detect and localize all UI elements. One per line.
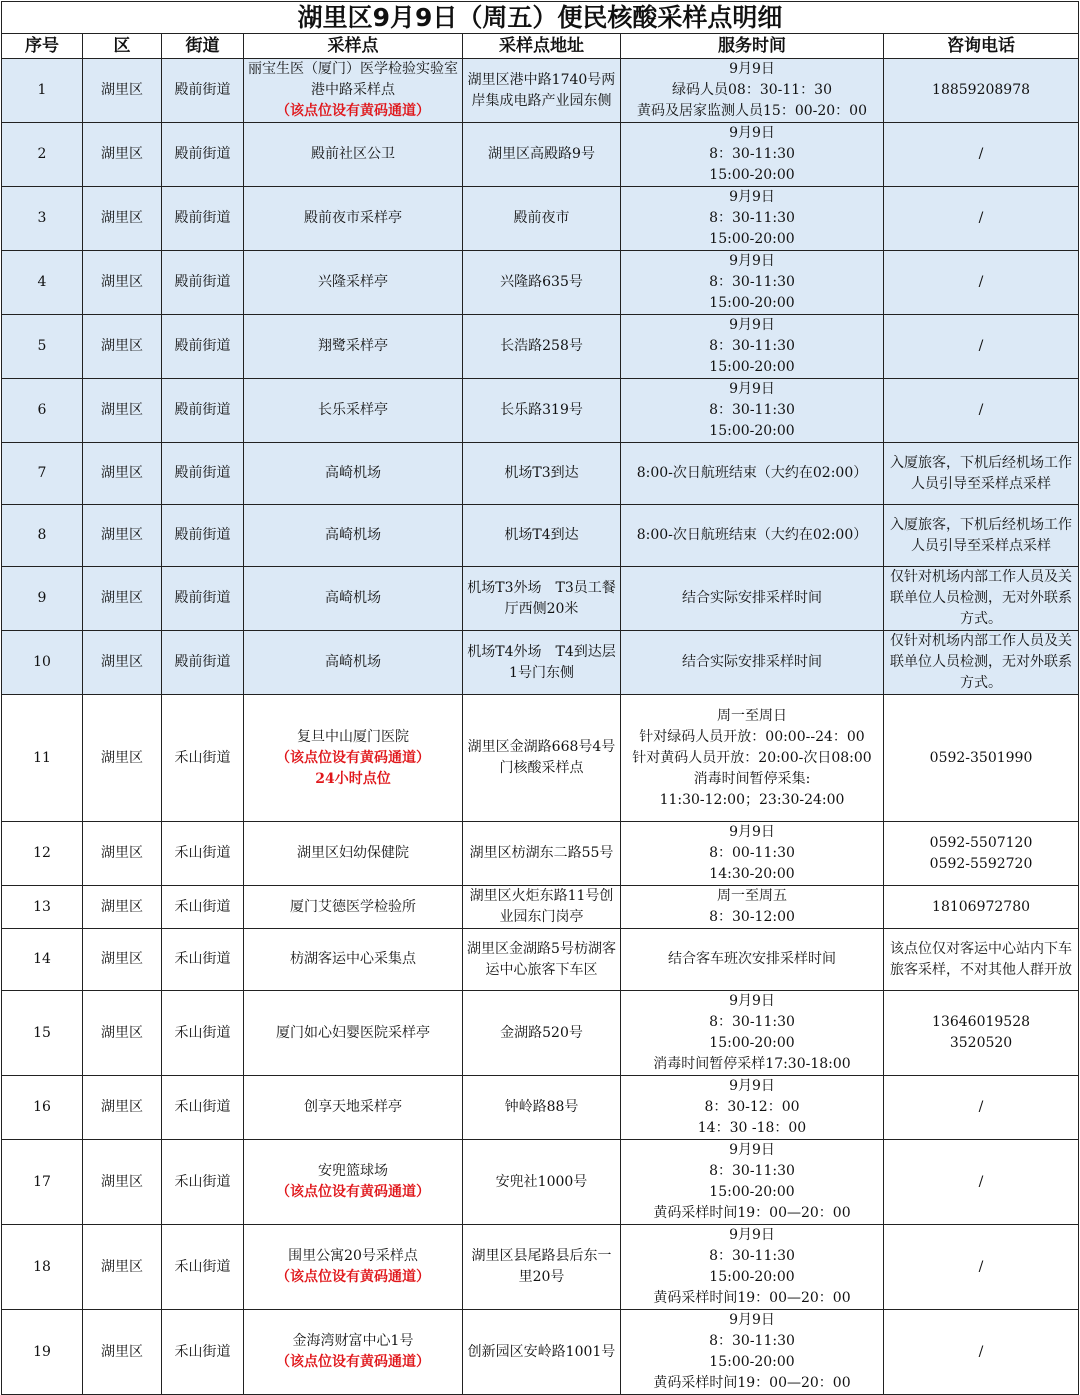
cell-service-time — [621, 1076, 884, 1140]
cell-site-line: 殿前夜市采样亭 — [304, 210, 402, 226]
cell-address-line: 机场T3外场 T3员工餐厅西侧20米 — [467, 579, 616, 617]
cell-phone-line: / — [978, 1099, 984, 1115]
cell-phone-line: / — [978, 1343, 984, 1360]
cell-street: 禾山街道 — [162, 1225, 244, 1310]
cell-site-line: 丽宝生医（厦门）医学检验实验室港中路采样点 — [248, 61, 458, 98]
cell-address-line: 长浩路258号 — [500, 338, 583, 354]
cell-site — [244, 59, 463, 123]
cell-site — [244, 567, 463, 631]
header-address: 采样点地址 — [463, 34, 621, 59]
cell-phone — [884, 822, 1079, 886]
cell-service-time — [621, 1140, 884, 1225]
cell-street: 殿前街道 — [162, 379, 244, 443]
cell-service-time-line: 结合实际安排采样时间 — [682, 590, 822, 606]
cell-district: 湖里区 — [83, 929, 162, 991]
cell-service-time — [621, 123, 884, 187]
cell-phone-line: 18859208978 — [932, 82, 1031, 98]
cell-site — [244, 123, 463, 187]
cell-service-time-line: 绿码人员08：30-11：30 — [672, 82, 832, 98]
cell-street: 殿前街道 — [162, 251, 244, 315]
table-row — [2, 991, 1079, 1076]
cell-no: 1 — [2, 59, 83, 123]
cell-service-time-line: 9月9日 — [729, 253, 775, 269]
cell-phone — [884, 1076, 1079, 1140]
cell-address-line: 兴隆路635号 — [500, 274, 583, 290]
cell-service-time-line: 9月9日 — [729, 1312, 775, 1328]
cell-service-time — [621, 991, 884, 1076]
cell-service-time — [621, 187, 884, 251]
cell-address-line: 钟岭路88号 — [504, 1099, 579, 1115]
cell-phone-line: 0592-5507120 — [929, 834, 1033, 851]
cell-service-time-line: 针对绿码人员开放：00:00--24：00 — [639, 728, 865, 745]
table-row — [2, 1076, 1079, 1140]
cell-no: 12 — [2, 822, 83, 886]
cell-address — [463, 187, 621, 251]
cell-service-time-line: 9月9日 — [729, 381, 775, 397]
cell-service-time-line: 8：30-11:30 — [709, 402, 795, 418]
cell-service-time-line: 15:00-20:00 — [709, 423, 795, 439]
table-row — [2, 315, 1079, 379]
cell-phone-line: / — [978, 402, 984, 418]
cell-site-line: 创享天地采样亭 — [304, 1099, 402, 1115]
cell-district: 湖里区 — [83, 315, 162, 379]
cell-service-time — [621, 567, 884, 631]
cell-site — [244, 443, 463, 505]
cell-phone-line: / — [978, 274, 984, 290]
cell-address — [463, 251, 621, 315]
cell-site — [244, 379, 463, 443]
cell-street: 殿前街道 — [162, 187, 244, 251]
yellow-code-note: （该点位设有黄码通道） — [276, 103, 430, 119]
cell-district: 湖里区 — [83, 631, 162, 695]
cell-site-line: 高崎机场 — [325, 527, 381, 543]
cell-no: 10 — [2, 631, 83, 695]
cell-service-time-line: 周一至周五 — [717, 888, 787, 904]
cell-service-time-line: 8:00-次日航班结束（大约在02:00） — [636, 465, 868, 481]
cell-district: 湖里区 — [83, 886, 162, 929]
cell-service-time — [621, 443, 884, 505]
cell-address — [463, 631, 621, 695]
cell-service-time — [621, 1310, 884, 1395]
cell-address — [463, 123, 621, 187]
cell-service-time-line: 15:00-20:00 — [709, 167, 795, 183]
cell-service-time-line: 9月9日 — [729, 824, 775, 840]
cell-district: 湖里区 — [83, 123, 162, 187]
cell-district: 湖里区 — [83, 187, 162, 251]
cell-no: 3 — [2, 187, 83, 251]
cell-phone-line: / — [978, 146, 984, 162]
cell-service-time-line: 8：30-11:30 — [709, 1014, 795, 1030]
cell-district: 湖里区 — [83, 991, 162, 1076]
cell-site — [244, 886, 463, 929]
cell-phone-line: 该点位仅对客运中心站内下车旅客采样，不对其他人群开放 — [890, 940, 1073, 978]
cell-service-time-line: 8：00-11:30 — [709, 845, 795, 861]
cell-site-line: 兴隆采样亭 — [318, 274, 388, 290]
cell-service-time-line: 9月9日 — [729, 1227, 775, 1243]
table-row — [2, 695, 1079, 822]
cell-street: 殿前街道 — [162, 59, 244, 123]
cell-phone-line: / — [978, 1173, 984, 1190]
cell-address-line: 创新园区安岭路1001号 — [467, 1343, 616, 1360]
cell-street: 殿前街道 — [162, 567, 244, 631]
cell-phone-line: 入厦旅客，下机后经机场工作人员引导至采样点采样 — [890, 454, 1073, 492]
cell-no: 16 — [2, 1076, 83, 1140]
header-row — [2, 34, 1079, 59]
table-row — [2, 886, 1079, 929]
cell-site — [244, 822, 463, 886]
cell-site — [244, 187, 463, 251]
cell-phone — [884, 991, 1079, 1076]
cell-site-line: 安兜篮球场 — [318, 1163, 388, 1179]
cell-district: 湖里区 — [83, 1140, 162, 1225]
cell-phone-line: 0592-3501990 — [929, 749, 1033, 766]
table-row — [2, 631, 1079, 695]
cell-phone-line: 0592-5592720 — [929, 855, 1033, 872]
cell-service-time — [621, 59, 884, 123]
cell-address — [463, 929, 621, 991]
cell-no: 15 — [2, 991, 83, 1076]
cell-service-time-line: 15:00-20:00 — [709, 231, 795, 247]
cell-service-time — [621, 929, 884, 991]
cell-district: 湖里区 — [83, 1225, 162, 1310]
cell-service-time-line: 15:00-20:00 — [709, 1035, 795, 1051]
cell-service-time-line: 9月9日 — [729, 61, 775, 77]
cell-district: 湖里区 — [83, 505, 162, 567]
cell-address-line: 殿前夜市 — [513, 210, 570, 226]
cell-service-time-line: 8：30-11:30 — [709, 274, 795, 290]
cell-no: 14 — [2, 929, 83, 991]
cell-phone-line: 3520520 — [949, 1035, 1013, 1051]
cell-service-time — [621, 315, 884, 379]
cell-street: 禾山街道 — [162, 886, 244, 929]
yellow-code-note: （该点位设有黄码通道） — [276, 1354, 430, 1370]
table-row — [2, 187, 1079, 251]
cell-address — [463, 567, 621, 631]
cell-address-line: 安兜社1000号 — [495, 1173, 588, 1190]
cell-district: 湖里区 — [83, 1076, 162, 1140]
cell-site-line: 长乐采样亭 — [318, 402, 388, 418]
table-row — [2, 567, 1079, 631]
table-row — [2, 379, 1079, 443]
header-no: 序号 — [2, 34, 83, 59]
cell-service-time — [621, 631, 884, 695]
cell-address — [463, 443, 621, 505]
cell-site-line: 枋湖客运中心采集点 — [290, 951, 416, 967]
cell-phone-line: 仅针对机场内部工作人员及关联单位人员检测，无对外联系方式。 — [890, 569, 1073, 627]
cell-address — [463, 822, 621, 886]
cell-site-line: 金海湾财富中心1号 — [292, 1333, 414, 1349]
cell-site-line: 厦门艾德医学检验所 — [290, 898, 416, 915]
cell-service-time-line: 结合实际安排采样时间 — [682, 654, 822, 670]
cell-site — [244, 991, 463, 1076]
cell-service-time-line: 8：30-11:30 — [709, 1163, 795, 1179]
cell-service-time-line: 14：30 -18：00 — [697, 1120, 807, 1136]
cell-no: 6 — [2, 379, 83, 443]
cell-address — [463, 59, 621, 123]
cell-no: 8 — [2, 505, 83, 567]
cell-site-line: 高崎机场 — [325, 465, 381, 481]
cell-phone — [884, 123, 1079, 187]
cell-site-line: 厦门如心妇婴医院采样亭 — [276, 1024, 430, 1041]
cell-phone-line: 仅针对机场内部工作人员及关联单位人员检测，无对外联系方式。 — [890, 633, 1073, 691]
cell-address — [463, 379, 621, 443]
cell-district: 湖里区 — [83, 567, 162, 631]
cell-service-time-line: 9月9日 — [729, 189, 775, 205]
cell-no: 5 — [2, 315, 83, 379]
table-row — [2, 59, 1079, 123]
cell-service-time-line: 针对黄码人员开放：20:00-次日08:00 — [632, 749, 872, 766]
cell-site — [244, 1140, 463, 1225]
cell-service-time — [621, 822, 884, 886]
cell-street: 禾山街道 — [162, 822, 244, 886]
cell-address — [463, 1076, 621, 1140]
cell-site-line: 高崎机场 — [325, 654, 381, 670]
cell-no: 11 — [2, 695, 83, 822]
cell-phone — [884, 929, 1079, 991]
cell-phone — [884, 379, 1079, 443]
cell-phone — [884, 443, 1079, 505]
cell-address-line: 湖里区高殿路9号 — [488, 146, 595, 162]
cell-district: 湖里区 — [83, 695, 162, 822]
cell-no: 2 — [2, 123, 83, 187]
cell-service-time-line: 9月9日 — [729, 1078, 775, 1094]
cell-address-line: 湖里区县尾路县后东一里20号 — [471, 1248, 612, 1285]
cell-phone — [884, 59, 1079, 123]
cell-service-time-line: 9月9日 — [729, 1142, 775, 1158]
cell-phone-line: 18106972780 — [932, 898, 1031, 915]
cell-service-time-line: 黄码采样时间19：00—20：00 — [653, 1205, 851, 1221]
cell-service-time-line: 14:30-20:00 — [709, 866, 795, 882]
cell-district: 湖里区 — [83, 822, 162, 886]
cell-site — [244, 315, 463, 379]
cell-phone — [884, 187, 1079, 251]
cell-phone-line: / — [978, 338, 984, 354]
cell-service-time-line: 15:00-20:00 — [709, 1269, 795, 1285]
table-title: 湖里区9月9日（周五）便民核酸采样点明细 — [2, 2, 1079, 34]
cell-address — [463, 1225, 621, 1310]
cell-site — [244, 695, 463, 822]
cell-street: 殿前街道 — [162, 443, 244, 505]
cell-address — [463, 1140, 621, 1225]
cell-site — [244, 1076, 463, 1140]
cell-district: 湖里区 — [83, 443, 162, 505]
header-site: 采样点 — [244, 34, 463, 59]
cell-site — [244, 1225, 463, 1310]
table-row — [2, 443, 1079, 505]
cell-address-line: 湖里区金湖路5号枋湖客运中心旅客下车区 — [467, 940, 616, 978]
cell-street: 殿前街道 — [162, 505, 244, 567]
cell-no: 4 — [2, 251, 83, 315]
spreadsheet — [1, 1, 1078, 1395]
cell-phone-line: 入厦旅客，下机后经机场工作人员引导至采样点采样 — [890, 516, 1073, 554]
yellow-code-note: 24小时点位 — [315, 770, 391, 787]
cell-address — [463, 505, 621, 567]
cell-service-time-line: 8：30-11:30 — [709, 146, 795, 162]
table-row — [2, 251, 1079, 315]
cell-no: 7 — [2, 443, 83, 505]
cell-service-time-line: 黄码采样时间19：00—20：00 — [653, 1290, 851, 1306]
table-row — [2, 929, 1079, 991]
cell-service-time — [621, 1225, 884, 1310]
cell-service-time-line: 15:00-20:00 — [709, 359, 795, 375]
cell-service-time-line: 8:00-次日航班结束（大约在02:00） — [636, 527, 868, 543]
cell-no: 13 — [2, 886, 83, 929]
cell-phone — [884, 315, 1079, 379]
cell-phone — [884, 505, 1079, 567]
cell-street: 殿前街道 — [162, 315, 244, 379]
table-row — [2, 123, 1079, 187]
cell-site-line: 湖里区妇幼保健院 — [297, 845, 409, 861]
cell-address-line: 湖里区火炬东路11号创业园东门岗亭 — [469, 888, 614, 925]
cell-service-time-line: 15:00-20:00 — [709, 295, 795, 311]
cell-service-time-line: 8：30-11:30 — [709, 1333, 795, 1349]
cell-phone — [884, 251, 1079, 315]
cell-address-line: 机场T3到达 — [504, 465, 579, 481]
cell-site — [244, 251, 463, 315]
header-service-time: 服务时间 — [621, 34, 884, 59]
cell-site — [244, 631, 463, 695]
table-row — [2, 1310, 1079, 1395]
cell-no: 19 — [2, 1310, 83, 1395]
cell-service-time-line: 15:00-20:00 — [709, 1354, 795, 1370]
cell-address — [463, 315, 621, 379]
cell-district: 湖里区 — [83, 251, 162, 315]
table-body — [2, 59, 1079, 1395]
cell-phone-line: / — [978, 210, 984, 226]
cell-service-time-line: 8：30-12：00 — [704, 1099, 800, 1115]
yellow-code-note: （该点位设有黄码通道） — [276, 1184, 430, 1200]
cell-address-line: 金湖路520号 — [500, 1024, 583, 1041]
table-row — [2, 1140, 1079, 1225]
cell-street: 禾山街道 — [162, 991, 244, 1076]
cell-no: 18 — [2, 1225, 83, 1310]
cell-service-time — [621, 695, 884, 822]
cell-service-time — [621, 379, 884, 443]
cell-street: 殿前街道 — [162, 631, 244, 695]
cell-district: 湖里区 — [83, 379, 162, 443]
cell-street: 禾山街道 — [162, 1140, 244, 1225]
table-row — [2, 1225, 1079, 1310]
cell-service-time-line: 9月9日 — [729, 317, 775, 333]
cell-district: 湖里区 — [83, 1310, 162, 1395]
cell-address-line: 湖里区港中路1740号两岸集成电路产业园东侧 — [467, 71, 616, 109]
cell-address-line: 机场T4外场 T4到达层1号门东侧 — [467, 643, 616, 681]
cell-site-line: 翔鹭采样亭 — [318, 338, 388, 354]
table-row — [2, 505, 1079, 567]
cell-service-time-line: 15:00-20:00 — [709, 1184, 795, 1200]
cell-address — [463, 695, 621, 822]
cell-address — [463, 991, 621, 1076]
cell-phone-line: / — [978, 1258, 984, 1275]
header-street: 街道 — [162, 34, 244, 59]
cell-street: 禾山街道 — [162, 929, 244, 991]
cell-phone — [884, 567, 1079, 631]
yellow-code-note: （该点位设有黄码通道） — [276, 1269, 430, 1285]
cell-no: 9 — [2, 567, 83, 631]
cell-site — [244, 1310, 463, 1395]
cell-street: 禾山街道 — [162, 695, 244, 822]
cell-service-time-line: 9月9日 — [729, 125, 775, 141]
cell-service-time-line: 黄码采样时间19：00—20：00 — [653, 1375, 851, 1391]
cell-service-time-line: 8：30-11:30 — [709, 210, 795, 226]
cell-service-time-line: 11:30-12:00；23:30-24:00 — [659, 791, 845, 808]
cell-site — [244, 929, 463, 991]
table-row — [2, 822, 1079, 886]
cell-service-time — [621, 251, 884, 315]
cell-service-time-line: 9月9日 — [729, 993, 775, 1009]
sampling-sites-table — [1, 1, 1079, 1395]
cell-site-line: 复旦中山厦门医院 — [297, 728, 409, 745]
cell-no: 17 — [2, 1140, 83, 1225]
cell-service-time-line: 8：30-11:30 — [709, 1248, 795, 1264]
cell-service-time — [621, 505, 884, 567]
cell-phone-line: 13646019528 — [932, 1014, 1031, 1030]
cell-phone — [884, 1140, 1079, 1225]
cell-service-time-line: 周一至周日 — [717, 707, 787, 724]
cell-site-line: 高崎机场 — [325, 590, 381, 606]
cell-phone — [884, 1310, 1079, 1395]
cell-address-line: 湖里区枋湖东二路55号 — [469, 845, 614, 861]
cell-district: 湖里区 — [83, 59, 162, 123]
cell-phone — [884, 886, 1079, 929]
cell-phone — [884, 631, 1079, 695]
cell-street: 禾山街道 — [162, 1310, 244, 1395]
cell-address — [463, 1310, 621, 1395]
cell-phone — [884, 695, 1079, 822]
cell-phone — [884, 1225, 1079, 1310]
cell-address-line: 机场T4到达 — [504, 527, 579, 543]
cell-service-time-line: 8：30-12:00 — [709, 909, 795, 925]
yellow-code-note: （该点位设有黄码通道） — [276, 749, 430, 766]
cell-address-line: 长乐路319号 — [500, 402, 583, 418]
cell-site-line: 殿前社区公卫 — [311, 146, 395, 162]
cell-street: 禾山街道 — [162, 1076, 244, 1140]
cell-service-time-line: 黄码及居家监测人员15：00-20：00 — [637, 103, 867, 119]
cell-service-time — [621, 886, 884, 929]
header-district: 区 — [83, 34, 162, 59]
cell-service-time-line: 结合客车班次安排采样时间 — [668, 951, 836, 967]
cell-site-line: 围里公寓20号采样点 — [288, 1248, 418, 1264]
cell-service-time-line: 消毒时间暂停采样17:30-18:00 — [653, 1056, 851, 1072]
cell-service-time-line: 消毒时间暂停采集: — [693, 770, 811, 787]
header-phone: 咨询电话 — [884, 34, 1079, 59]
cell-address-line: 湖里区金湖路668号4号门核酸采样点 — [467, 739, 616, 776]
cell-service-time-line: 8：30-11:30 — [709, 338, 795, 354]
cell-site — [244, 505, 463, 567]
cell-street: 殿前街道 — [162, 123, 244, 187]
cell-address — [463, 886, 621, 929]
